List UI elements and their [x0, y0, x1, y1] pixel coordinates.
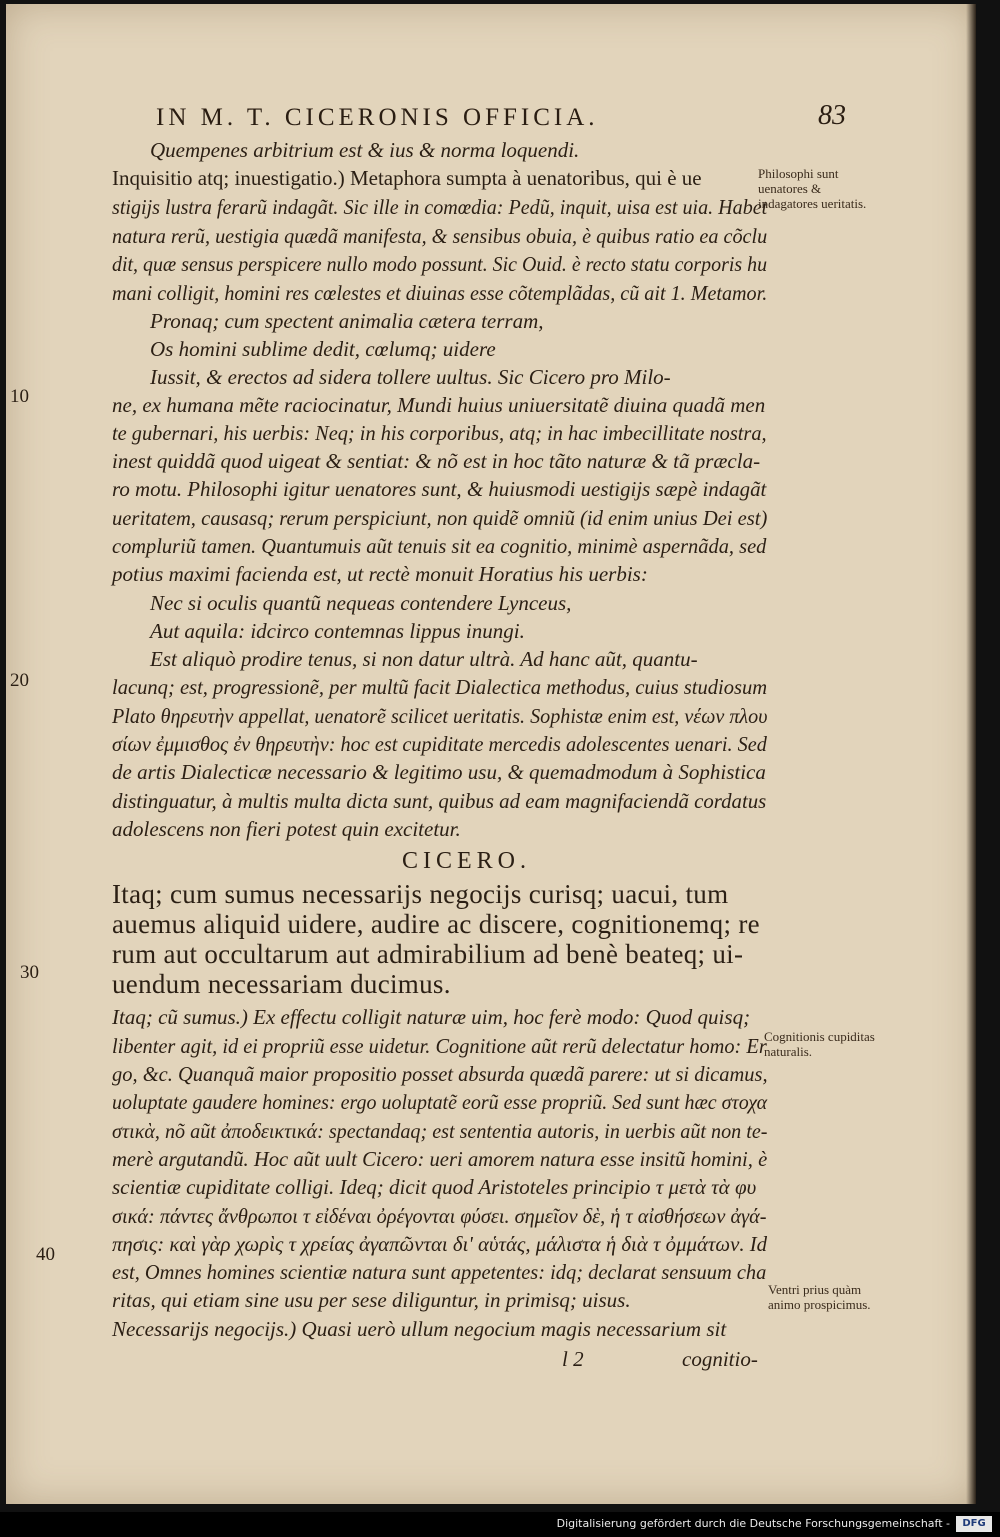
- text-line: mani colligit, homini res cœlestes et diuinas esse cõtemplãdas, cũ ait 1. Metamor.: [112, 281, 768, 305]
- text-line: Necessarijs negocijs.) Quasi uerò ullum negocium magis necessarium sit: [112, 1317, 727, 1341]
- line-number: 30: [20, 962, 39, 983]
- text-line: adolescens non fieri potest quin excitetur.: [112, 817, 461, 841]
- line-number: 10: [10, 386, 29, 407]
- text-line: πησις: καὶ γὰρ χωρὶς τ χρείας ἀγαπῶνται δι' αὑτάς, μάλιστα ἡ διὰ τ ὀμμάτων. Id: [112, 1232, 768, 1256]
- verse-line: Aut aquila: idcirco contemnas lippus inungi.: [150, 619, 525, 643]
- text-line: compluriũ tamen. Quantumuis aũt tenuis sit ea cognitio, minimè aspernãda, sed: [112, 534, 767, 558]
- text-line: potius maximi facienda est, ut rectè monuit Horatius his uerbis:: [112, 562, 648, 586]
- text-line: σίων ἐμμισθος ἐν θηρευτὴν: hoc est cupiditate mercedis adolescentes uenari. Sed: [112, 732, 767, 756]
- text-line: distinguatur, à multis multa dicta sunt, quibus ad eam magnifaciendã cordatus: [112, 789, 767, 813]
- text-line: ro motu. Philosophi igitur uenatores sunt, & huiusmodi uestigijs sæpè indagãt: [112, 477, 767, 501]
- text-line: dit, quæ sensus perspicere nullo modo possunt. Sic Ouid. è recto statu corporis hu: [112, 252, 768, 276]
- text-line: Plato θηρευτὴν appellat, uenatorẽ scilicet ueritatis. Sophistæ enim est, νέων πλου: [112, 704, 768, 728]
- verse-line: Iussit, & erectos ad sidera tollere uultus. Sic Cicero pro Milo-: [150, 365, 671, 389]
- text-line: merè argutandũ. Hoc aũt uult Cicero: ueri amorem natura esse insitũ homini, è: [112, 1147, 768, 1171]
- text-line: uoluptate gaudere homines: ergo uoluptatẽ eorũ esse propriũ. Sed sunt hæc στοχα: [112, 1090, 768, 1114]
- text-line: Itaq; cũ sumus.) Ex effectu colligit naturæ uim, hoc ferè modo: Quod quisq;: [112, 1005, 751, 1029]
- book-page: [6, 4, 976, 1504]
- footer-bar: [0, 1512, 1000, 1537]
- signature-mark: l 2: [562, 1347, 584, 1371]
- section-heading: CICERO.: [402, 848, 532, 874]
- margin-note: Cognitionis cupiditas naturalis.: [764, 1029, 875, 1059]
- verse-line: Pronaq; cum spectent animalia cætera terram,: [150, 309, 544, 333]
- running-head: IN M. T. CICERONIS OFFICIA.: [156, 104, 599, 131]
- dfg-logo-icon: DFG: [956, 1516, 992, 1532]
- margin-note: Ventri prius quàm animo prospicimus.: [768, 1282, 871, 1312]
- text-line: est, Omnes homines scientiæ natura sunt appetentes: idq; declarat sensuum cha: [112, 1260, 767, 1284]
- lemma: Inquisitio atq; inuestigatio.) Metaphora sumpta à uenatoribus, qui è ue: [112, 166, 702, 190]
- text-line: te gubernari, his uerbis: Neq; in his corporibus, atq; in hac imbecillitate nostra,: [112, 421, 767, 445]
- text-line: στικὰ, nõ aũt ἀποδεικτικά: spectandaq; est sententia autoris, in uerbis aũt non te-: [112, 1119, 768, 1143]
- text-line: Quempenes arbitrium est & ius & norma loquendi.: [150, 138, 580, 162]
- text-line: stigijs lustra ferarũ indagãt. Sic ille in comœdia: Pedũ, inquit, uisa est uia. Habet: [112, 195, 768, 219]
- text-line: ritas, qui etiam sine usu per sese diliguntur, in primisq; uisus.: [112, 1288, 631, 1312]
- text-line: natura rerũ, uestigia quædã manifesta, & sensibus obuia, è quibus ratio ea cõclu: [112, 224, 768, 248]
- verse-line: Os homini sublime dedit, cœlumq; uidere: [150, 337, 496, 361]
- text-line: inest quiddã quod uigeat & sentiat: & nõ est in hoc tãto naturæ & tã præcla-: [112, 449, 761, 473]
- margin-note: Philosophi sunt uenatores & indagatores ueritatis.: [758, 166, 867, 211]
- line-number: 20: [10, 670, 29, 691]
- text-line: [112, 163, 702, 193]
- footer-credit: Digitalisierung gefördert durch die Deutsche Forschungsgemeinschaft -: [556, 1517, 950, 1530]
- verse-line: Est aliquò prodire tenus, si non datur ultrà. Ad hanc aũt, quantu-: [150, 647, 698, 671]
- text-line: libenter agit, id ei propriũ esse uidetur. Cognitione aũt rerũ delectatur homo: Er: [112, 1034, 767, 1058]
- text-line: go, &c. Quanquã maior propositio posset absurda quædã parere: ut si dicamus,: [112, 1062, 768, 1086]
- verse-line: Nec si oculis quantũ nequeas contendere Lynceus,: [150, 591, 572, 615]
- text-line: de artis Dialecticæ necessario & legitimo usu, & quemadmodum à Sophistica: [112, 760, 766, 784]
- cicero-text-line: auemus aliquid uidere, audire ac discere, cognitionemq; re: [112, 909, 760, 939]
- text-line: σικά: πάντες ἄνθρωποι τ εἰδέναι ὀρέγονται φύσει. σημεῖον δὲ, ἡ τ αἰσθήσεων ἀγά-: [112, 1204, 767, 1228]
- catchword: cognitio-: [682, 1347, 758, 1371]
- cicero-text-line: uendum necessariam ducimus.: [112, 969, 451, 999]
- cicero-text-line: Itaq; cum sumus necessarijs negocijs curisq; uacui, tum: [112, 879, 729, 909]
- line-number: 40: [36, 1244, 55, 1265]
- text-line: lacunq; est, progressionẽ, per multũ facit Dialectica methodus, cuius studiosum: [112, 675, 768, 699]
- text-line: scientiæ cupiditate colligi. Ideq; dicit quod Aristoteles principio τ μετὰ τὰ φυ: [112, 1175, 757, 1199]
- text-line: ne, ex humana mẽte raciocinatur, Mundi huius uniuersitatẽ diuina quadã men: [112, 393, 766, 417]
- text-line: ueritatem, causasq; rerum perspiciunt, non quidẽ omniũ (id enim unius Dei est): [112, 506, 768, 530]
- cicero-text-line: rum aut occultarum aut admirabilium ad benè beateq; ui-: [112, 939, 744, 969]
- main-text-block: [112, 4, 767, 1504]
- folio-number: 83: [818, 100, 846, 131]
